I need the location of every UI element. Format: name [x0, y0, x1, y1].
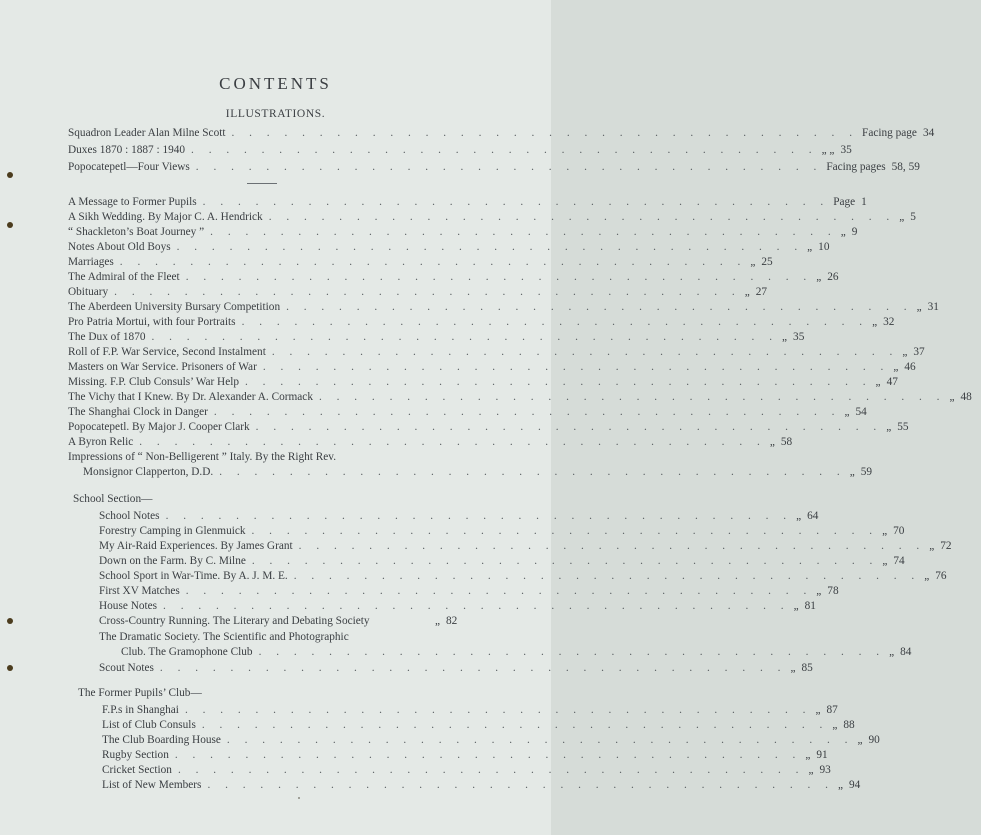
- dot-leader: . . . . . . . . . . . . . . . . . . . . . . . . . . . . . . . . . . . .: [262, 361, 890, 373]
- entry-title: The Admiral of the Fleet: [68, 271, 180, 283]
- toc-entry: [68, 375, 898, 389]
- entry-title: Pro Patria Mortui, with four Portraits: [68, 316, 236, 328]
- toc-entry: [68, 360, 916, 374]
- entry-page-word: „: [844, 406, 850, 418]
- dot-leader: . . . . . . . . . . . . . . . . . . . . . . . . . . . . . . . . . . . .: [271, 346, 899, 358]
- entry-title: A Sikh Wedding. By Major C. A. Hendrick: [68, 211, 263, 223]
- entry-page-number: 91: [816, 749, 828, 761]
- binding-hole: [7, 665, 13, 671]
- toc-entry: [83, 465, 873, 479]
- entry-page-number: 35: [840, 144, 852, 156]
- toc-entry: [68, 315, 895, 329]
- entry-page-number: 88: [843, 719, 855, 731]
- entry-page-number: 37: [913, 346, 925, 358]
- binding-hole: [7, 222, 13, 228]
- dot-leader: . . . . . . . . . . . . . . . . . . . . . . . . . . . . . . . . . . . .: [159, 662, 787, 674]
- entry-page-word: „: [849, 466, 855, 478]
- dot-leader: . . . . . . . . . . . . . . . . . . . . . . . . . . . . . . . . . . . .: [219, 466, 846, 478]
- dot-leader: . . . . . . . . . . . . . . . . . . . . . . . . . . . . . . . . . . . .: [163, 600, 790, 612]
- section-heading: School Section—: [73, 493, 153, 505]
- entry-title-continued: Monsignor Clapperton, D.D.: [83, 466, 214, 478]
- dot-leader: . . . . . . . . . . . . . . . . . . . . . . . . . . . . . . . . . . . .: [286, 301, 913, 313]
- entry-page-number: 27: [755, 286, 768, 298]
- entry-page-word: „: [796, 510, 802, 522]
- toc-entry: [68, 420, 909, 434]
- toc-entry: [68, 405, 867, 419]
- entry-title: The Dramatic Society. The Scientific and Photographic: [99, 631, 349, 643]
- entry-page-word: „: [793, 600, 799, 612]
- entry-page-word: „: [882, 525, 888, 537]
- entry-page-word: „: [816, 585, 822, 597]
- entry-title: F.P.s in Shanghai: [102, 704, 179, 716]
- entry-page-word: „: [872, 316, 878, 328]
- entry-page-number: 94: [849, 779, 861, 791]
- entry-title: List of New Members: [102, 779, 202, 791]
- entry-title: The Dux of 1870: [68, 331, 146, 343]
- entry-title: Scout Notes: [99, 662, 154, 674]
- toc-entry: [102, 778, 861, 792]
- dot-leader: . . . . . . . . . . . . . . . . . . . . . . . . . . . . . . . . . . . .: [191, 144, 818, 156]
- entry-page-word: Facing pages: [826, 161, 886, 173]
- entry-page-number: 81: [804, 600, 816, 612]
- section-divider: [247, 183, 277, 184]
- dot-leader: . . . . . . . . . . . . . . . . . . . . . . . . . . . . . . . . . . . .: [251, 525, 879, 537]
- dot-leader: . . . . . . . . . . . . . . . . . . . . . . . . . . . . . . . . . . . .: [268, 211, 896, 223]
- toc-entry: [68, 435, 793, 449]
- entry-page-word: „: [857, 734, 863, 746]
- toc-entry: [68, 210, 916, 224]
- dot-leader: . . . . . . . . . . . . . . . . . . . . . . . . . . . . . . . . . . . .: [202, 196, 830, 208]
- entry-page-number: 76: [935, 570, 947, 582]
- entry-page-number: 58: [780, 436, 793, 448]
- toc-entry: [99, 539, 952, 553]
- toc-entry: [99, 599, 816, 613]
- entry-page-word: „: [886, 421, 892, 433]
- entry-page-number: 70: [893, 525, 905, 537]
- entry-page-number: 47: [886, 376, 898, 388]
- toc-entry: [68, 330, 805, 344]
- entry-page-word: „ „: [821, 144, 835, 156]
- entry-page-number: 78: [827, 585, 839, 597]
- dot-leader: . . . . . . . . . . . . . . . . . . . . . . . . . . . . . . . . . . . .: [258, 646, 886, 658]
- toc-entry: [99, 569, 947, 583]
- entry-title: Popocatepetl. By Major J. Cooper Clark: [68, 421, 250, 433]
- dot-leader: . . . . . . . . . . . . . . . . . . . . . . . . . . . . . . . . . . . .: [210, 226, 837, 238]
- toc-entry: [102, 748, 828, 762]
- toc-entry: [68, 285, 768, 299]
- entry-page-word: „: [750, 256, 756, 268]
- entry-page-word: „: [889, 646, 895, 658]
- entry-title: “ Shackleton’s Boat Journey ”: [68, 226, 205, 238]
- entry-page-number: 32: [883, 316, 895, 328]
- dot-leader: . . . . . . . . . . . . . . . . . . . . . . . . . . . . . . . . . . . .: [251, 555, 879, 567]
- toc-entry: [121, 645, 912, 659]
- entry-title: Rugby Section: [102, 749, 169, 761]
- entry-page-number: 90: [868, 734, 880, 746]
- entry-page-number: 26: [827, 271, 839, 283]
- entry-page-number: 1: [861, 196, 867, 208]
- entry-page-word: „: [893, 361, 899, 373]
- entry-title: Masters on War Service. Prisoners of War: [68, 361, 257, 373]
- dot-leader: . . . . . . . . . . . . . . . . . . . . . . . . . . . . . . . . . . . .: [176, 241, 804, 253]
- dot-leader: . . . . . . . . . . . . . . . . . . . . . . . . . . . . . . . . . . . .: [241, 316, 869, 328]
- entry-title: The Aberdeen University Bursary Competition: [68, 301, 281, 313]
- dot-leader: . . . . . . . . . . . . . . . . . . . . . . . . . . . . . . . . . . . .: [119, 256, 747, 268]
- toc-entry: [68, 143, 852, 157]
- entry-page-word: Facing page: [862, 127, 917, 139]
- entry-title: Squadron Leader Alan Milne Scott: [68, 127, 226, 139]
- toc-entry: [68, 126, 935, 140]
- dot-leader: . . . . . . . . . . . . . . . . . . . . . . . . . . . . . . . . . . . .: [139, 436, 766, 448]
- entry-page-word: „: [875, 376, 881, 388]
- entry-title: Popocatepetl—Four Views: [68, 161, 190, 173]
- toc-entry: [102, 763, 831, 777]
- dot-leader: . . . . . . . . . . . . . . . . . . . . . . . . . . . . . . . . . . . .: [114, 286, 741, 298]
- entry-title: Missing. F.P. Club Consuls’ War Help: [68, 376, 240, 388]
- entry-page-word: „: [899, 211, 905, 223]
- entry-title: A Byron Relic: [68, 436, 134, 448]
- toc-entry: [102, 718, 855, 732]
- paper-speck: [298, 797, 300, 799]
- toc-entry: [68, 345, 925, 359]
- entry-title: Cricket Section: [102, 764, 172, 776]
- entry-page-word: „: [882, 555, 888, 567]
- entry-page-number: 87: [826, 704, 838, 716]
- entry-page-word: „: [924, 570, 930, 582]
- entry-page-word: „: [805, 749, 811, 761]
- entry-page-number: 10: [818, 241, 830, 253]
- toc-entry: [68, 225, 858, 239]
- entry-page-number: 5: [910, 211, 916, 223]
- entry-page-word: „: [782, 331, 788, 343]
- entry-title: The Vichy that I Knew. By Dr. Alexander A. Cormack: [68, 391, 313, 403]
- toc-entry: [68, 255, 773, 269]
- section-heading: The Former Pupils’ Club—: [78, 687, 202, 699]
- entry-page-number: 74: [893, 555, 905, 567]
- toc-entry: [99, 524, 905, 538]
- entry-page-word: „: [434, 615, 440, 627]
- dot-leader: . . . . . . . . . . . . . . . . . . . . . . . . . . . . . . . . . . . .: [293, 570, 921, 582]
- entry-title: House Notes: [99, 600, 158, 612]
- entry-page-number: 72: [940, 540, 952, 552]
- entry-page-number: 55: [897, 421, 909, 433]
- entry-page-number: 46: [904, 361, 916, 373]
- entry-title: Forestry Camping in Glenmuick: [99, 525, 246, 537]
- dot-leader: . . . . . . . . . . . . . . . . . . . . . . . . . . . . . . . . . . . .: [185, 271, 813, 283]
- entry-page-word: „: [744, 286, 750, 298]
- entry-page-word: „: [916, 301, 922, 313]
- entry-page-word: „: [816, 271, 822, 283]
- entry-page-number: 84: [900, 646, 912, 658]
- entry-page-word: „: [790, 662, 796, 674]
- entry-page-number: 48: [960, 391, 972, 403]
- entry-page-word: „: [808, 764, 814, 776]
- page-title: CONTENTS: [219, 74, 332, 93]
- toc-entry: [68, 195, 867, 209]
- entry-page-word: „: [832, 719, 838, 731]
- entry-page-word: „: [929, 540, 935, 552]
- entry-page-number: 25: [761, 256, 773, 268]
- toc-entry: [99, 509, 819, 523]
- entry-title: Cross-Country Running. The Literary and Debating Society: [99, 615, 370, 627]
- entry-page-number: 9: [851, 226, 858, 238]
- dot-leader: . . . . . . . . . . . . . . . . . . . . . . . . . . . . . . . . . . . .: [318, 391, 946, 403]
- entry-title: Notes About Old Boys: [68, 241, 171, 253]
- toc-entry: [99, 661, 813, 675]
- entry-page-number: 31: [927, 301, 939, 313]
- dot-leader: . . . . . . . . . . . . . . . . . . . . . . . . . . . . . . . . . . . .: [213, 406, 841, 418]
- dot-leader: . . . . . . . . . . . . . . . . . . . . . . . . . . . . . . . . . . . .: [151, 331, 779, 343]
- entry-title: School Sport in War-Time. By A. J. M. E.: [99, 570, 288, 582]
- dot-leader: . . . . . . . . . . . . . . . . . . . . . . . . . . . . . . . . . . . .: [174, 749, 802, 761]
- entry-page-word: „: [807, 241, 813, 253]
- entry-page-number: 93: [819, 764, 831, 776]
- illustrations-heading: ILLUSTRATIONS.: [225, 108, 326, 120]
- entry-page-word: Page: [833, 196, 856, 208]
- entry-page-word: „: [815, 704, 821, 716]
- entry-title: My Air-Raid Experiences. By James Grant: [99, 540, 293, 552]
- toc-entry: [99, 584, 839, 598]
- entry-page-word: „: [902, 346, 908, 358]
- dot-leader: . . . . . . . . . . . . . . . . . . . . . . . . . . . . . . . . . . . .: [201, 719, 829, 731]
- entry-title: A Message to Former Pupils: [68, 196, 197, 208]
- entry-title: First XV Matches: [99, 585, 180, 597]
- toc-entry: [99, 554, 905, 568]
- entry-page-number: 85: [801, 662, 813, 674]
- entry-page-word: „: [840, 226, 846, 238]
- dot-leader: . . . . . . . . . . . . . . . . . . . . . . . . . . . . . . . . . . . .: [165, 510, 793, 522]
- entry-title: The Shanghai Clock in Danger: [68, 406, 208, 418]
- entry-title: Duxes 1870 : 1887 : 1940: [68, 144, 186, 156]
- toc-entry: [68, 160, 920, 174]
- toc-entry: [68, 300, 939, 314]
- entry-page-number: 34: [922, 127, 935, 139]
- dot-leader: . . . . . . . . . . . . . . . . . . . . . . . . . . . . . . . . . . . .: [177, 764, 805, 776]
- entry-page-number: 58, 59: [891, 161, 920, 173]
- entry-title-continued: Club. The Gramophone Club: [121, 646, 253, 658]
- toc-entry: [99, 614, 466, 628]
- entry-title: The Club Boarding House: [102, 734, 221, 746]
- entry-page-word: „: [949, 391, 955, 403]
- toc-entry: [68, 390, 972, 404]
- dot-leader: . . . . . . . . . . . . . . . . . . . . . . . . . . . . . . . . . . . .: [298, 540, 926, 552]
- toc-entry: [102, 703, 838, 717]
- entry-page-number: 54: [855, 406, 867, 418]
- entry-title: List of Club Consuls: [102, 719, 196, 731]
- entry-title: Roll of F.P. War Service, Second Instalment: [68, 346, 266, 358]
- dot-leader: . . . . . . . . . . . . . . . . . . . . . . . . . . . . . . . . . . . .: [207, 779, 834, 791]
- dot-leader: . . . . . . . . . . . . . . . . . . . . . . . . . . . . . . . . . . . .: [226, 734, 854, 746]
- entry-page-word: „: [769, 436, 775, 448]
- dot-leader: . . . . . . . . . . . . . . . . . . . . . . . . . . . . . . . . . . . .: [231, 127, 859, 139]
- entry-title: Down on the Farm. By C. Milne: [99, 555, 246, 567]
- toc-entry: [68, 270, 839, 284]
- entry-title: Marriages: [68, 256, 114, 268]
- entry-title: Obituary: [68, 286, 109, 298]
- dot-leader: . . . . . . . . . . . . . . . . . . . . . . . . . . . . . . . . . . . .: [195, 161, 823, 173]
- entry-page-number: 82: [446, 615, 458, 627]
- entry-page-word: „: [838, 779, 844, 791]
- dot-leader: . . . . . . . . . . . . . . . . . . . . . . . . . . . . . . . . . . . .: [185, 585, 813, 597]
- entry-page-number: 35: [793, 331, 805, 343]
- dot-leader: . . . . . . . . . . . . . . . . . . . . . . . . . . . . . . . . . . . .: [245, 376, 872, 388]
- entry-page-number: 59: [860, 466, 873, 478]
- entry-page-number: 64: [807, 510, 819, 522]
- binding-hole: [7, 172, 13, 178]
- binding-hole: [7, 618, 13, 624]
- dot-leader: . . . . . . . . . . . . . . . . . . . . . . . . . . . . . . . . . . . .: [184, 704, 812, 716]
- toc-entry: [102, 733, 880, 747]
- dot-leader: . . . . . . . . . . . . . . . . . . . . . . . . . . . . . . . . . . . .: [255, 421, 883, 433]
- entry-title: Impressions of “ Non-Belligerent ” Italy. By the Right Rev.: [68, 451, 337, 463]
- toc-entry: [68, 240, 830, 254]
- entry-title: School Notes: [99, 510, 160, 522]
